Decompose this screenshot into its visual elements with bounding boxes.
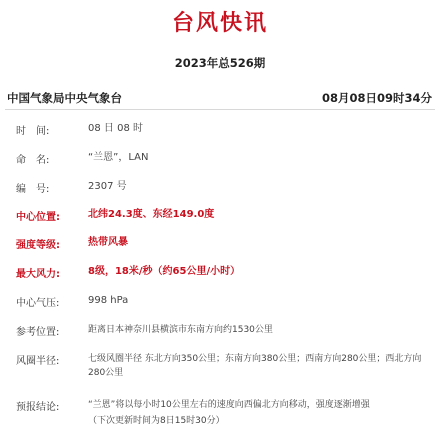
field-value: 距离日本神奈川县横滨市东南方向约1530公里 [88,325,273,335]
field-value: 998 hPa [88,295,129,306]
field-value: 热带风暴 [88,237,128,248]
field-label: 中心气压: [16,298,60,309]
field-value: 08 日 08 时 [88,123,143,134]
page-title: 台风快讯 [171,11,268,36]
field-label: 参考位置: [16,327,60,338]
field-label: 最大风力: [16,269,60,280]
field-value: 七级风圈半径 东北方向350公里；东南方向380公里；西南方向280公里；西北方向280公里 [88,354,422,378]
field-value: 2307 号 [88,181,127,192]
field-value: 北纬24.3度、东经149.0度 [88,209,215,220]
field-label: 预报结论: [16,402,60,413]
field-label: 强度等级: [16,240,60,251]
field-value: “兰恩”，LAN [88,152,149,163]
forecast-text: “兰恩”将以每小时10公里左右的速度向西偏北方向移动，强度逐渐增强 [88,400,370,410]
field-label: 时 间: [16,126,50,137]
field-value-block [88,398,428,428]
field-label: 风圈半径: [16,356,60,367]
source-agency: 中国气象局中央气象台 [7,91,122,105]
issue-number: 2023年总526期 [174,56,266,70]
field-label: 命 名: [16,155,50,166]
header-divider [5,109,435,110]
field-label: 编 号: [16,184,50,195]
next-update-note: （下次更新时间为8日15时30分） [88,416,225,426]
field-value: 8级，18米/秒（约65公里/小时） [88,266,241,277]
publish-timestamp: 08月08日09时34分 [321,91,432,105]
field-label: 中心位置: [16,212,60,223]
